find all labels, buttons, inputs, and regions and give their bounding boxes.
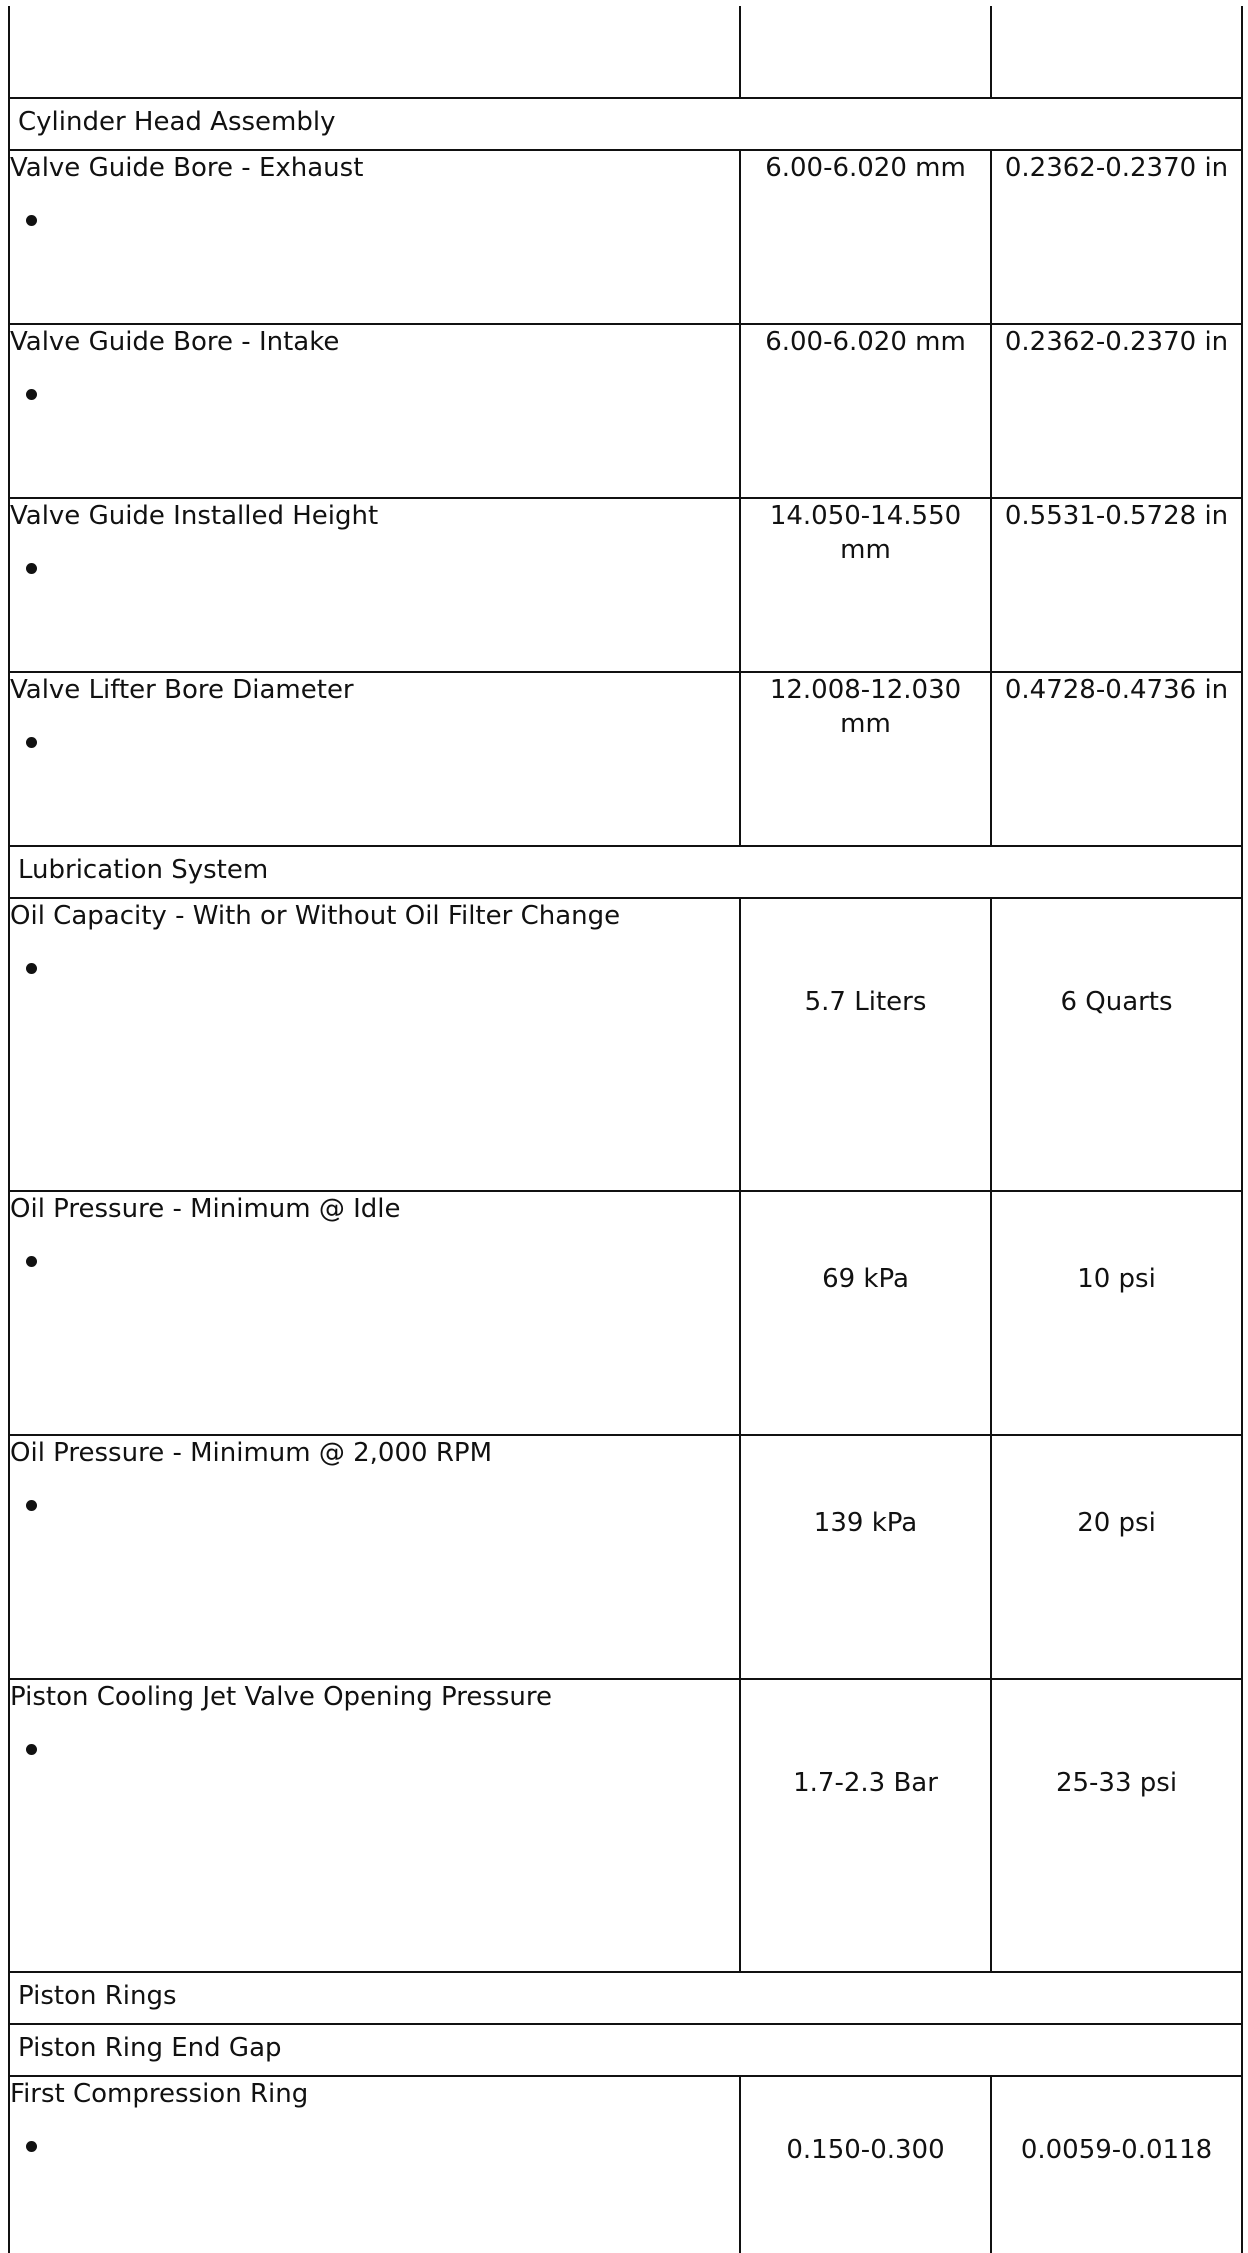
metric-value: 12.008-12.030 mm [740, 672, 991, 846]
section-title: Cylinder Head Assembly [9, 98, 1242, 150]
spec-name: First Compression Ring [10, 2079, 309, 2109]
spec-name-cell [9, 498, 740, 672]
table-row [9, 324, 1242, 498]
table-row [9, 1679, 1242, 1972]
table-row [9, 1435, 1242, 1679]
metric-value: 69 kPa [740, 1191, 991, 1435]
imperial-value: 25-33 psi [991, 1679, 1242, 1972]
spec-name-cell [9, 1191, 740, 1435]
imperial-value: 0.2362-0.2370 in [991, 150, 1242, 324]
bullet-icon [26, 389, 37, 400]
bullet-icon [26, 1256, 37, 1267]
spec-name: Valve Guide Bore - Intake [10, 327, 340, 357]
table-row [9, 150, 1242, 324]
bullet-icon [26, 1500, 37, 1511]
table-row [9, 672, 1242, 846]
spec-name: Piston Cooling Jet Valve Opening Pressure [10, 1682, 553, 1712]
metric-value: 1.7-2.3 Bar [740, 1679, 991, 1972]
bullet-icon [26, 737, 37, 748]
specifications-table [8, 6, 1243, 2253]
imperial-value: 6 Quarts [991, 898, 1242, 1191]
imperial-value: 20 psi [991, 1435, 1242, 1679]
table-row [9, 2076, 1242, 2253]
section-header-row [9, 846, 1242, 898]
section-title: Piston Ring End Gap [9, 2024, 1242, 2076]
imperial-value: 0.0059-0.0118 [991, 2076, 1242, 2253]
metric-value: 6.00-6.020 mm [740, 324, 991, 498]
bullet-icon [26, 2141, 37, 2152]
section-header-row [9, 98, 1242, 150]
section-header-row [9, 2024, 1242, 2076]
table-row [9, 1191, 1242, 1435]
spec-name-cell [9, 324, 740, 498]
imperial-value: 10 psi [991, 1191, 1242, 1435]
spec-name: Oil Pressure - Minimum @ 2,000 RPM [10, 1438, 493, 1468]
bullet-icon [26, 1744, 37, 1755]
empty-cell [991, 6, 1242, 98]
imperial-value: 0.4728-0.4736 in [991, 672, 1242, 846]
metric-value: 6.00-6.020 mm [740, 150, 991, 324]
spec-name-cell [9, 898, 740, 1191]
bullet-icon [26, 215, 37, 226]
imperial-value: 0.2362-0.2370 in [991, 324, 1242, 498]
spec-name: Oil Pressure - Minimum @ Idle [10, 1194, 401, 1224]
section-title: Lubrication System [9, 846, 1242, 898]
table-row [9, 898, 1242, 1191]
metric-value: 5.7 Liters [740, 898, 991, 1191]
spec-name-cell [9, 150, 740, 324]
spec-name-cell [9, 2076, 740, 2253]
metric-value: 14.050-14.550 mm [740, 498, 991, 672]
table-row [9, 6, 1242, 98]
section-title: Piston Rings [9, 1972, 1242, 2024]
empty-cell [9, 6, 740, 98]
spec-name: Oil Capacity - With or Without Oil Filter Change [10, 901, 621, 931]
section-header-row [9, 1972, 1242, 2024]
spec-name: Valve Lifter Bore Diameter [10, 675, 354, 705]
imperial-value: 0.5531-0.5728 in [991, 498, 1242, 672]
metric-value: 0.150-0.300 [740, 2076, 991, 2253]
spec-name-cell [9, 672, 740, 846]
table-row [9, 498, 1242, 672]
spec-name: Valve Guide Installed Height [10, 501, 379, 531]
metric-value: 139 kPa [740, 1435, 991, 1679]
bullet-icon [26, 563, 37, 574]
bullet-icon [26, 963, 37, 974]
spec-name: Valve Guide Bore - Exhaust [10, 153, 364, 183]
spec-name-cell [9, 1679, 740, 1972]
empty-cell [740, 6, 991, 98]
spec-name-cell [9, 1435, 740, 1679]
